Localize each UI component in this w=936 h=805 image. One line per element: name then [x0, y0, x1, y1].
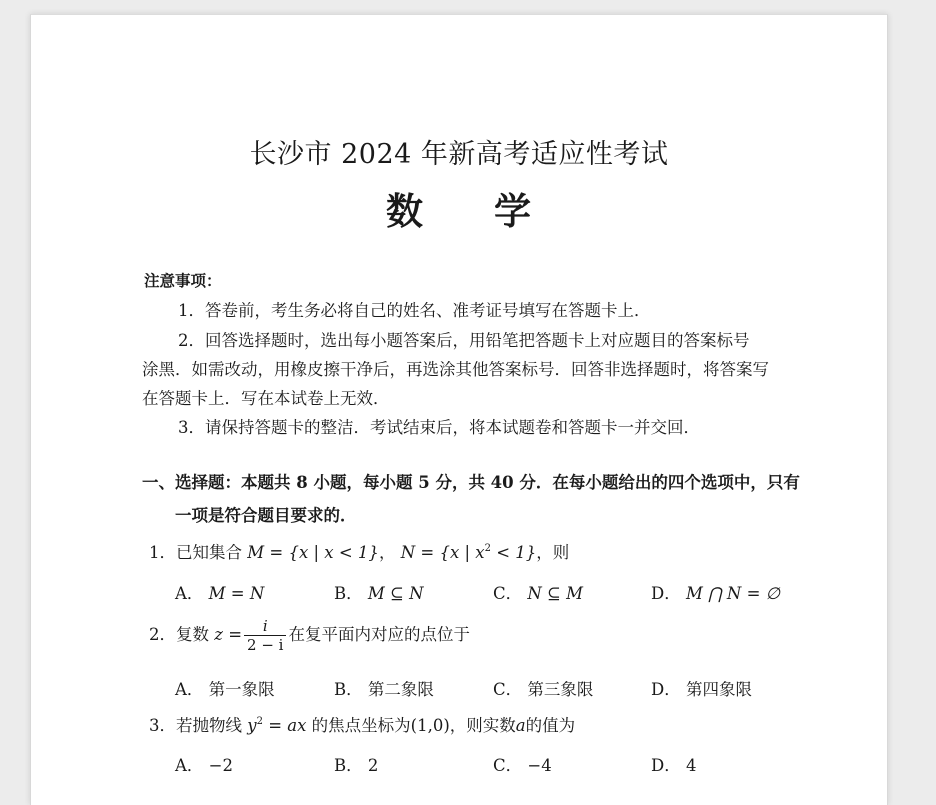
subject-char-1: 数	[386, 189, 424, 233]
question-3-eq-exp: 2	[256, 716, 263, 727]
question-1-option-a	[175, 580, 264, 604]
question-3-mid: 的焦点坐标为	[311, 716, 411, 735]
notice-item-1: 1．答卷前，考生务必将自己的姓名、准考证号填写在答题卡上．	[178, 301, 651, 320]
question-1-sep: ，	[378, 543, 396, 562]
option-text: −2	[208, 756, 233, 775]
question-3-number: 3．	[149, 716, 176, 735]
question-1-suffix: ，则	[536, 543, 570, 562]
option-label: B．	[334, 756, 363, 775]
option-label: B．	[334, 584, 363, 603]
question-2-option-c	[493, 676, 593, 700]
exam-title: 长沙市 2024 年新高考适应性考试	[249, 139, 669, 170]
question-1-option-b	[334, 580, 424, 604]
question-2-option-d	[651, 676, 752, 700]
option-text: N ⊆ M	[527, 584, 584, 603]
option-label: C．	[493, 584, 523, 603]
option-text: M ⋂ N = ∅	[685, 584, 781, 603]
question-2-prefix: 复数	[176, 625, 209, 644]
exam-page	[30, 14, 888, 805]
notice-item-2-line-3: 在答题卡上．写在本试卷上无效．	[142, 389, 390, 408]
option-text: 第一象限	[208, 680, 275, 699]
section-1-heading-line-2: 一项是符合题目要求的．	[175, 506, 357, 525]
question-1-prefix: 已知集合	[176, 543, 242, 562]
option-text: 2	[367, 756, 379, 775]
question-1-set-m: M = {x | x < 1}	[247, 543, 379, 562]
option-label: D．	[651, 584, 681, 603]
question-1-option-d	[651, 580, 780, 604]
question-2-number: 2．	[149, 625, 176, 644]
option-text: 第二象限	[367, 680, 434, 699]
fraction-numerator: i	[262, 617, 268, 635]
question-2-var: z =	[214, 625, 243, 644]
question-3-option-b	[334, 752, 378, 776]
question-3-prefix: 若抛物线	[176, 716, 242, 735]
subject-title	[31, 181, 887, 235]
question-3-eq-lhs: y	[247, 716, 257, 735]
question-2-option-b	[334, 676, 434, 700]
option-text: M ⊆ N	[367, 584, 424, 603]
option-text: −4	[527, 756, 552, 775]
question-2-fraction	[244, 617, 286, 654]
question-1-option-c	[493, 580, 583, 604]
question-3-eq-rhs: = ax	[262, 716, 307, 735]
option-label: D．	[651, 756, 681, 775]
option-label: D．	[651, 680, 681, 699]
subject-char-2: 学	[494, 189, 532, 233]
option-text: 第三象限	[527, 680, 594, 699]
question-1-set-n-suffix: < 1}	[490, 543, 537, 562]
question-3-option-a	[175, 752, 233, 776]
question-1-set-n-exp: 2	[484, 543, 491, 554]
option-label: C．	[493, 680, 523, 699]
question-3-option-c	[493, 752, 552, 776]
notice-item-2-line-1: 2．回答选择题时，选出每小题答案后，用铅笔把答题卡上对应题目的答案标号	[178, 331, 750, 350]
question-3-mid-2: ，则实数	[449, 716, 516, 735]
notice-item-2-line-2: 涂黑．如需改动，用橡皮擦干净后，再选涂其他答案标号．回答非选择题时，将答案写	[142, 360, 769, 379]
option-text: 第四象限	[685, 680, 752, 699]
question-2-stem	[149, 617, 470, 654]
option-label: A．	[175, 584, 204, 603]
option-label: C．	[493, 756, 523, 775]
question-3-option-d	[651, 752, 696, 776]
notice-item-3: 3．请保持答题卡的整洁．考试结束后，将本试题卷和答题卡一并交回．	[178, 418, 700, 437]
fraction-denominator: 2 − i	[244, 635, 286, 654]
question-1-stem	[149, 539, 569, 563]
question-3-stem	[149, 712, 575, 736]
question-2-option-a	[175, 676, 275, 700]
option-label: A．	[175, 756, 204, 775]
question-2-suffix: 在复平面内对应的点位于	[288, 625, 470, 644]
question-3-point: (1,0)	[410, 716, 450, 735]
section-1-heading-line-1: 一、选择题：本题共 8 小题，每小题 5 分，共 40 分．在每小题给出的四个选项中，只有	[142, 473, 800, 492]
question-1-number: 1．	[149, 543, 176, 562]
option-text: 4	[685, 756, 697, 775]
question-3-var-a: a	[515, 716, 526, 735]
question-3-suffix: 的值为	[525, 716, 576, 735]
option-label: B．	[334, 680, 363, 699]
option-label: A．	[175, 680, 204, 699]
notice-heading: 注意事项：	[144, 271, 222, 290]
option-text: M = N	[208, 584, 265, 603]
question-1-set-n-prefix: N = {x | x	[400, 543, 485, 562]
